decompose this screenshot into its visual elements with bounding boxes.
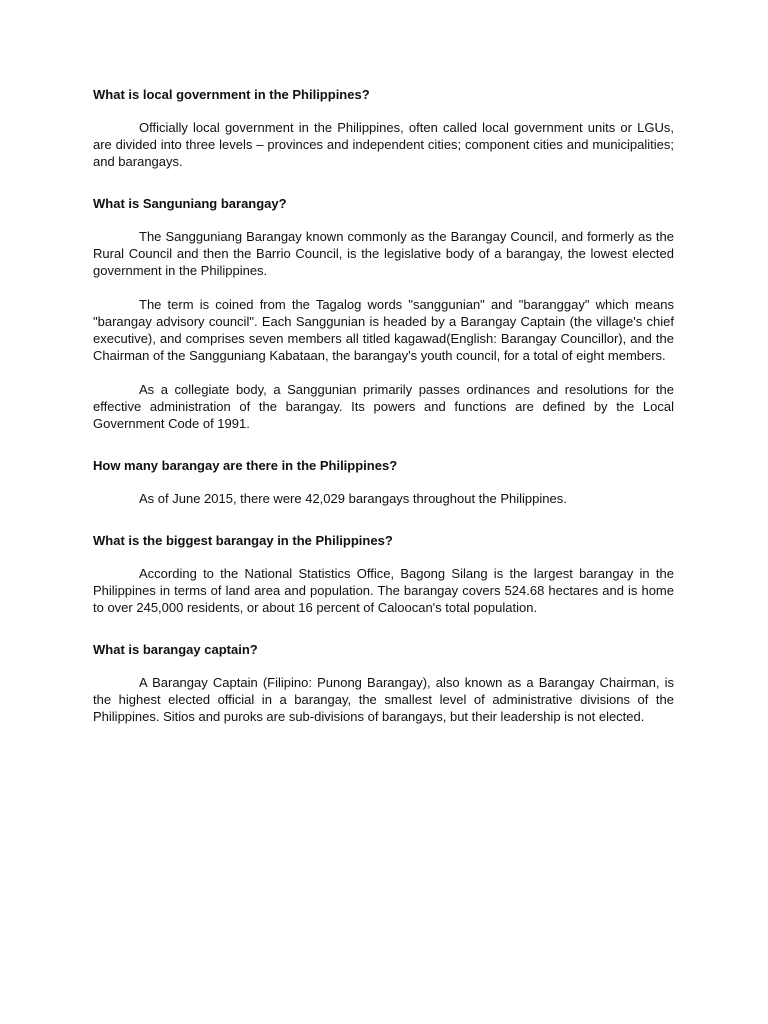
section-biggest-barangay (93, 532, 674, 616)
question-heading: How many barangay are there in the Philippines? (93, 458, 398, 473)
section-barangay-captain (93, 641, 674, 725)
question-heading: What is local government in the Philippines? (93, 87, 370, 102)
question-heading: What is barangay captain? (93, 642, 258, 657)
answer-paragraph: Officially local government in the Philippines, often called local government units or LGUs, are divided into three levels – provinces and independent cities; component cities and municipalities; and barangays. (93, 120, 674, 169)
answer-paragraph: As of June 2015, there were 42,029 barangays throughout the Philippines. (139, 491, 567, 506)
answer-paragraph: A Barangay Captain (Filipino: Punong Barangay), also known as a Barangay Chairman, is the highest elected official in a barangay, the smallest level of administrative divisions of the Philippines. Sitios and puroks are sub-divisions of barangays, but their leadership is not elected. (93, 675, 674, 724)
section-sanguniang-barangay (93, 195, 674, 432)
answer-paragraph: According to the National Statistics Office, Bagong Silang is the largest barangay in the Philippines in terms of land area and population. The barangay covers 524.68 hectares and is home to over 245,000 residents, or about 16 percent of Caloocan's total population. (93, 566, 674, 615)
answer-paragraph: The term is coined from the Tagalog words "sanggunian" and "baranggay" which means "barangay advisory council". Each Sanggunian is headed by a Barangay Captain (the village's chief executive), and comprises seven members all titled kagawad(English: Barangay Councillor), and the Chairman of the Sangguniang Kabataan, the barangay's youth council, for a total of eight members. (93, 297, 674, 363)
section-barangay-count (93, 457, 674, 507)
answer-paragraph: The Sangguniang Barangay known commonly as the Barangay Council, and formerly as the Rural Council and then the Barrio Council, is the legislative body of a barangay, the lowest elected government in the Philippines. (93, 229, 674, 278)
question-heading: What is the biggest barangay in the Philippines? (93, 533, 393, 548)
question-heading: What is Sanguniang barangay? (93, 196, 287, 211)
section-local-government (93, 86, 674, 170)
document-page (93, 86, 674, 750)
answer-paragraph: As a collegiate body, a Sanggunian primarily passes ordinances and resolutions for the effective administration of the barangay. Its powers and functions are defined by the Local Government Code of 1991. (93, 382, 674, 431)
